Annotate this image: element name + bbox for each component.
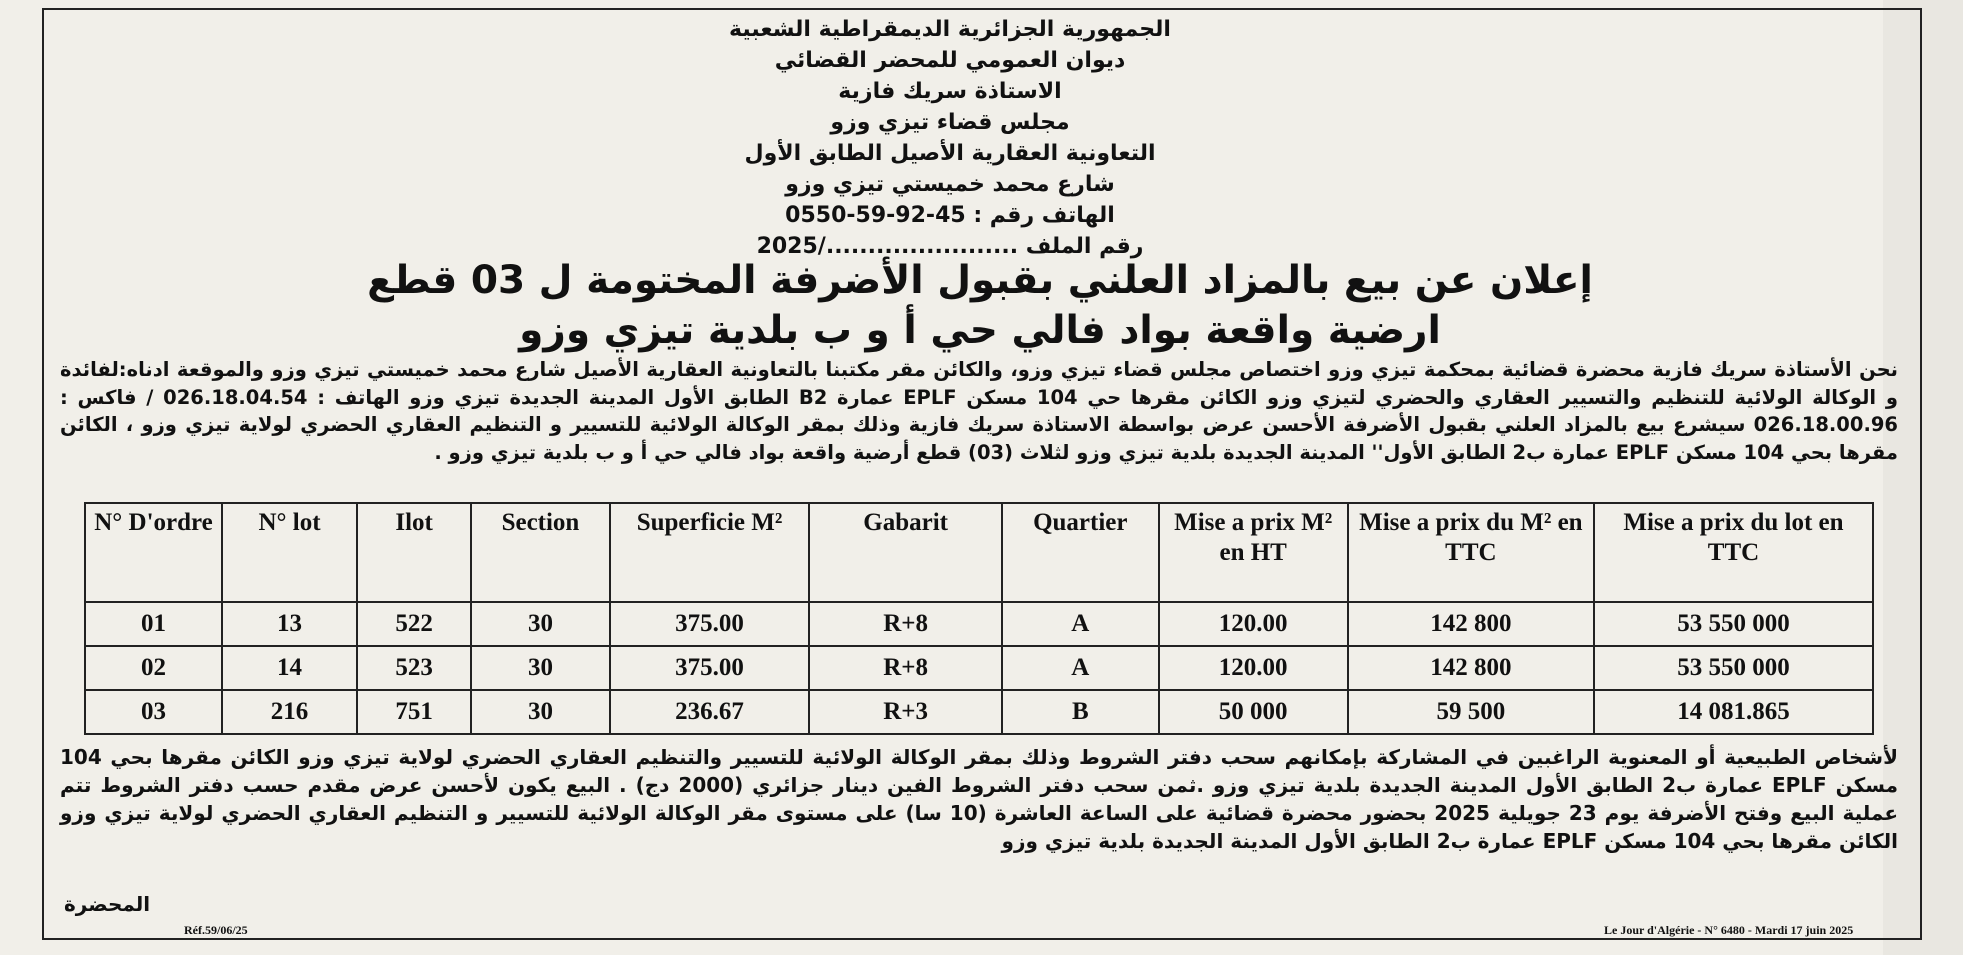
cell: A (1002, 646, 1159, 690)
cell: 13 (222, 602, 357, 646)
cell: 30 (471, 646, 610, 690)
cell: 50 000 (1159, 690, 1348, 734)
newspaper-source: Le Jour d'Algérie - N° 6480 - Mardi 17 juin 2025 (1600, 923, 1857, 938)
cell: 236.67 (610, 690, 809, 734)
col-price-m2-ttc: Mise a prix du M² en TTC (1348, 503, 1594, 602)
cell: 14 081.865 (1594, 690, 1873, 734)
table-row (85, 646, 1873, 690)
intro-paragraph: نحن الأستاذة سريك فازية محضرة قضائية بمحكمة تيزي وزو اختصاص مجلس قضاء تيزي وزو، والكائن مقر مكتبنا بالتعاونية العقارية الأصيل شارع محمد خميستي تيزي وزو والموقعة ادناه:لفائدة و الوكالة الولائية للتنظيم والتسيير العقاري والحضري لتيزي وزو الكائن مقرها حي 104 مسكن EPLF عمارة B2 الطابق الأول المدينة الجديدة تيزي وزو الهاتف : 026.18.04.54 / فاكس : 026.18.00.96 سيشرع بيع بالمزاد العلني بقبول الأضرفة الأحسن عرض بواسطة الاستاذة سريك فازية وذلك بمقر الوكالة الولائية للتسيير و التنظيم العقاري الحضري لولاية تيزي وزو ، الكائن مقرها بحي 104 مسكن EPLF عمارة ب2 الطابق الأول'' المدينة الجديدة بلدية تيزي وزو لثلاث (03) قطع أرضية واقعة بواد فالي حي أ و ب بلدية تيزي وزو . (60, 358, 1898, 464)
announcement-title (60, 256, 1900, 356)
conditions-paragraph: لأشخاص الطبيعية أو المعنوية الراغبين في المشاركة بإمكانهم سحب دفتر الشروط وذلك بمقر الوكالة الولائية للتسيير والتنظيم العقاري الحضري لولاية تيزي وزو الكائن مقرها بحي 104 مسكن EPLF عمارة ب2 الطابق الأول المدينة الجديدة بلدية تيزي وزو .ثمن سحب دفتر الشروط الفين دينار جزائري (2000 دج) . البيع يكون لأحسن عرض مقدم حسب دفتر الشروط تتم عملية البيع وفتح الأضرفة يوم 23 جويلية 2025 بحضور محضرة قضائية على الساعة العاشرة (10 سا) على مستوى مقر الوكالة الولائية للتسيير و التنظيم العقاري الحضري لولاية تيزي وزو الكائن مقرها بحي 104 مسكن EPLF عمارة ب2 الطابق الأول المدينة الجديدة بلدية تيزي وزو (60, 745, 1899, 853)
cell: 02 (85, 646, 222, 690)
letterhead-line: الاستاذة سريك فازية (838, 79, 1062, 104)
table-header-row (85, 503, 1873, 602)
letterhead (600, 14, 1300, 262)
table-row (85, 602, 1873, 646)
cell: 01 (85, 602, 222, 646)
col-superficie: Superficie M² (610, 503, 809, 602)
cell: 751 (357, 690, 471, 734)
col-lot-number: N° lot (222, 503, 357, 602)
cell: 53 550 000 (1594, 646, 1873, 690)
letterhead-line: ديوان العمومي للمحضر القضائي (774, 48, 1126, 73)
cell: 30 (471, 602, 610, 646)
cell: B (1002, 690, 1159, 734)
cell: 120.00 (1159, 646, 1348, 690)
cell: 375.00 (610, 646, 809, 690)
cell: 30 (471, 690, 610, 734)
cell: 523 (357, 646, 471, 690)
cell: 59 500 (1348, 690, 1594, 734)
letterhead-line: مجلس قضاء تيزي وزو (830, 110, 1070, 135)
cell: R+3 (809, 690, 1002, 734)
cell: A (1002, 602, 1159, 646)
lots-table (84, 502, 1874, 735)
cell: 142 800 (1348, 602, 1594, 646)
cell: 216 (222, 690, 357, 734)
title-line-2: ارضية واقعة بواد فالي حي أ و ب بلدية تيزي وزو (519, 308, 1441, 353)
cell: 14 (222, 646, 357, 690)
cell: 03 (85, 690, 222, 734)
letterhead-line: التعاونية العقارية الأصيل الطابق الأول (744, 141, 1156, 166)
cell: R+8 (809, 602, 1002, 646)
col-section: Section (471, 503, 610, 602)
cell: 120.00 (1159, 602, 1348, 646)
col-order-number: N° D'ordre (85, 503, 222, 602)
table-row (85, 690, 1873, 734)
col-gabarit: Gabarit (809, 503, 1002, 602)
signature: المحضرة (64, 892, 151, 916)
col-price-lot-ttc: Mise a prix du lot en TTC (1594, 503, 1873, 602)
col-price-m2-ht: Mise a prix M² en HT (1159, 503, 1348, 602)
cell: 375.00 (610, 602, 809, 646)
col-quartier: Quartier (1002, 503, 1159, 602)
title-line-1: إعلان عن بيع بالمزاد العلني بقبول الأضرفة المختومة ل 03 قطع (367, 258, 1593, 303)
cell: 522 (357, 602, 471, 646)
cell: 53 550 000 (1594, 602, 1873, 646)
reference-code: Réf.59/06/25 (180, 923, 252, 938)
cell: 142 800 (1348, 646, 1594, 690)
letterhead-file-number: رقم الملف ......................./2025 (756, 234, 1144, 259)
cell: R+8 (809, 646, 1002, 690)
letterhead-line: شارع محمد خميستي تيزي وزو (785, 172, 1115, 197)
letterhead-phone: الهاتف رقم : 45-92-59-0550 (785, 203, 1115, 228)
letterhead-line: الجمهورية الجزائرية الديمقراطية الشعبية (729, 17, 1171, 42)
col-ilot: Ilot (357, 503, 471, 602)
